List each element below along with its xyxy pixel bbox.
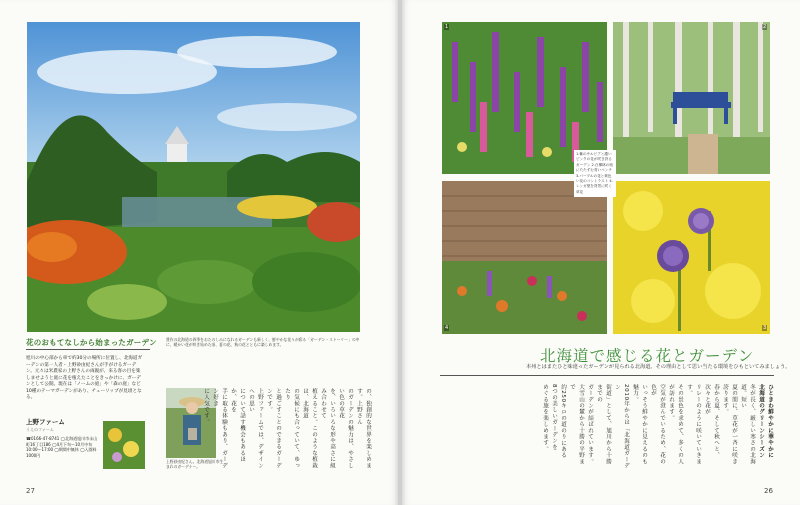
photo-label-3: 3 xyxy=(763,325,767,331)
portrait-caption: 上野砂由紀さん。北海道旭川市生まれのガーデナー。 xyxy=(166,459,224,470)
page-number-left: 27 xyxy=(26,487,35,495)
title-rule xyxy=(440,375,774,376)
right-text-col: 春から夏、そして秋へと、次々と花が xyxy=(704,384,719,459)
right-text-col: 8つの美しいガーデンを xyxy=(551,384,557,451)
left-text-col: のガーデンの魅力は、やさしい色の草花 xyxy=(338,388,353,469)
right-text-col: めぐる旅を楽しめます。 xyxy=(542,384,548,453)
left-text-col: を、いろいろな形や高さに組み合わせて xyxy=(320,388,335,469)
right-text-col: 大雪山の麓から十勝の平野まで xyxy=(569,384,584,465)
left-text-col: に人気です。 xyxy=(203,388,209,426)
farm-name: 上野ファーム xyxy=(26,418,65,426)
right-text-col: 約250キロの道のりにある xyxy=(560,384,566,459)
right-text-col: 空気が澄んでいるため、花の色が xyxy=(650,384,665,465)
farm-info: ☎0166-47-8741 ◯北海道旭川市永山町16丁目186 ◯4月下旬〜10月中旬 10:00〜17:00 ◯期間中無休 ◯入園料1000円 xyxy=(26,436,98,458)
left-text-col: の気候にも合っていて、ゆったり xyxy=(284,388,299,469)
left-text-col: 植えること。このような植栽は、北海道 xyxy=(302,388,317,469)
right-vertical-text xyxy=(440,384,774,470)
caption-rule xyxy=(26,349,150,350)
flower-inset-photo xyxy=(103,421,145,469)
right-text-col: リレーのように咲いていきます。 xyxy=(686,384,701,465)
left-text-col: と過ごすことのできるガーデンです。 xyxy=(266,388,281,469)
garden-hero-photo xyxy=(27,22,360,332)
left-page xyxy=(0,0,398,505)
left-text-col: 手に取る体験もあり、ガーデン好き xyxy=(212,388,227,469)
article-subtitle: 本州とはまたひと味違ったガーデンが見られる北海道。その理由として思い当たる環境をひもといてみましょう。 xyxy=(526,364,791,370)
photo-label-2: 2 xyxy=(763,24,767,30)
left-text-col: 上野ファームでは、デザインへの思い xyxy=(248,388,263,469)
brick-wall-garden-photo xyxy=(442,181,607,334)
right-text-col: 夏の間に、草花が一斉に咲き誇ります。 xyxy=(722,384,737,465)
article-title: 北海道で感じる花とガーデン xyxy=(540,347,755,365)
page-number-right: 26 xyxy=(764,487,773,495)
right-text-col: 2010年からは「北海道ガーデン xyxy=(614,384,629,469)
left-vertical-text xyxy=(203,388,372,470)
photo-label-1: 1 xyxy=(445,24,449,30)
intro-text: 旭川の中心部から車で約30分の場所に位置し、北海道ガーデンの第一人者・上野砂由紀さんが手がけるガーデン。元々は米農家の上野さんの両親が、来る客の目を楽しませようと庭に花を植えたことをきっかけに、ガーデンとして公開。現在は「ノームの庭」や「森の庭」など10種のテーマガーデンがあり、チューリップが見頃となる。 xyxy=(26,356,143,400)
hero-photo-caption: 豊作の北海道の四季をおたのしみになれるガーデンも新しく、鮮やかな花々が彩る「ガーデン・ストーリー」の中に、暖かい花が咲き始めた頃、夏の花、秋の花とともに楽しめます。 xyxy=(166,337,360,348)
left-text-col: について話す機会もあるほか、花を xyxy=(230,388,245,463)
caption-heading: 花のおもてなしから始まったガーデン xyxy=(26,338,157,347)
photo-label-4: 4 xyxy=(445,325,449,331)
purple-yellow-flowers-photo xyxy=(613,181,770,334)
farm-reading: うえのファーム xyxy=(26,427,54,432)
photo-captions-box: 1.紫のサルビアと濃いピンクの花が咲き誇るガーデン 2.白樺林の奥にたたずむ青いベンチ 3.パープルの花と黄色い花のコントラスト 4.レンガ壁を背景に咲く草花 xyxy=(574,150,616,197)
birch-bench-photo xyxy=(613,22,770,174)
right-text-lead: 北海道のグリーンシーズン xyxy=(758,384,764,459)
right-text-col: その景色を求めて、多くの人が訪れます。 xyxy=(668,384,683,465)
right-text-col: ガーデンが結ばれています。 xyxy=(587,384,593,465)
right-text-col: 街道」として、旭川から十勝までの xyxy=(596,384,611,465)
right-text-lead: ひときわ鮮やかに華やかに xyxy=(767,384,773,459)
left-text-col: の、独創的な世界を楽しめます。上野さん xyxy=(356,388,371,469)
right-text-col: 冬が長く、厳しい寒さの北海道。短い xyxy=(740,384,755,465)
right-text-col: いっそう鮮やかに見えるのも魅力。 xyxy=(632,384,647,465)
